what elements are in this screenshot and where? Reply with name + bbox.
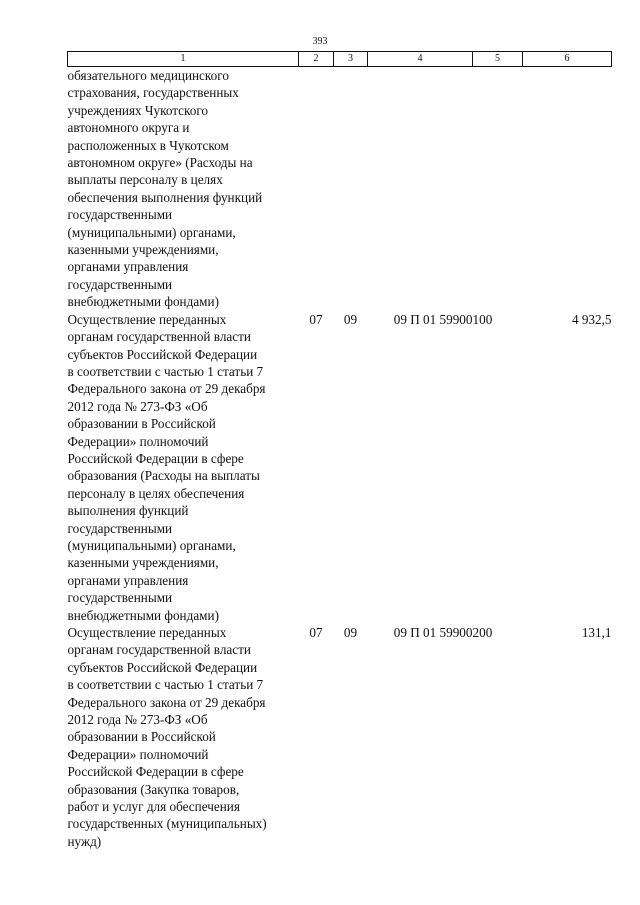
description-line: государственными [67,207,173,223]
description-line: обеспечения выполнения функций [67,189,263,205]
description-line: образования (Расходы на выплаты [67,468,260,484]
description-line: образовании в Российской [67,729,216,745]
target-article-code: 09 П 01 59900 [393,625,473,640]
description-line: казенными учреждениями, [67,242,219,258]
description-line: в соответствии с частью 1 статьи 7 [67,677,264,693]
description-line: нужд) [67,833,102,849]
description-line: казенными учреждениями, [67,555,219,571]
description-line: автономного округа и [67,120,190,136]
description-line: выплаты персоналу в целях [67,172,223,188]
row-description [68,67,299,311]
column-number-3: 3 [334,52,368,67]
description-line: учреждениях Чукотского [67,102,209,118]
description-line: персоналу в целях обеспечения [67,485,245,501]
description-line: Российской Федерации в сфере [67,764,244,780]
column-number-6: 6 [523,52,612,67]
table-body [68,67,612,851]
description-line: государственными [67,276,173,292]
column-number-2: 2 [299,52,334,67]
description-line: Осуществление переданных [67,625,227,640]
subsection-code [334,67,368,311]
target-article-code: 09 П 01 59900 [393,311,473,327]
description-line: государственными [67,590,173,606]
column-number-5: 5 [473,52,523,67]
description-line: органами управления [67,572,189,588]
budget-table [67,51,612,850]
description-line: органам государственной власти [67,329,251,345]
table-header [68,52,612,67]
description-line: субъектов Российской Федерации [67,659,258,675]
section-code: 07 [309,311,323,327]
description-line: обязательного медицинского [67,68,229,83]
description-line: образования (Закупка товаров, [67,781,240,797]
description-line: субъектов Российской Федерации [67,346,258,362]
section-code [299,67,334,311]
table-row [68,624,612,850]
description-line: расположенных в Чукотском [67,137,229,153]
row-description [68,624,299,850]
expense-type-code: 200 [472,625,493,640]
row-description [68,311,299,624]
description-line: Российской Федерации в сфере [67,450,244,466]
description-line: государственных (муниципальных) [67,816,267,832]
description-line: Федерального закона от 29 декабря [67,381,266,397]
description-line: автономном округе» (Расходы на [67,155,253,171]
description-line: страхования, государственных [67,85,239,101]
description-line: (муниципальными) органами, [67,537,236,553]
description-line: в соответствии с частью 1 статьи 7 [67,363,264,379]
page-number: 393 [312,36,328,47]
subsection-code: 09 [343,311,358,327]
table-row [68,67,612,311]
description-line: внебюджетными фондами) [67,607,219,623]
description-line: органам государственной власти [67,642,251,658]
amount-value: 131,1 [581,625,612,640]
description-line: 2012 года № 273-ФЗ «Об [67,398,208,414]
description-line: внебюджетными фондами) [67,294,219,310]
amount-value [523,67,612,311]
description-line: Федерации» полномочий [67,433,209,449]
amount-value: 4 932,5 [571,311,612,327]
description-line: образовании в Российской [67,416,216,432]
description-line: Осуществление переданных [67,311,227,327]
expense-type-code [473,67,523,311]
column-number-4: 4 [368,52,473,67]
column-number-1: 1 [68,52,299,67]
description-line: выполнения функций [67,503,189,519]
description-line: (муниципальными) органами, [67,224,236,240]
subsection-code: 09 [343,625,358,640]
description-line: Федерации» полномочий [67,746,209,762]
target-article-code [368,67,473,311]
description-line: 2012 года № 273-ФЗ «Об [67,712,208,728]
description-line: государственными [67,520,173,536]
expense-type-code: 100 [472,311,493,327]
column-number-row [68,52,612,67]
description-line: органами управления [67,259,189,275]
description-line: работ и услуг для обеспечения [67,799,240,815]
section-code: 07 [309,625,323,640]
table-row [68,311,612,624]
description-line: Федерального закона от 29 декабря [67,694,266,710]
